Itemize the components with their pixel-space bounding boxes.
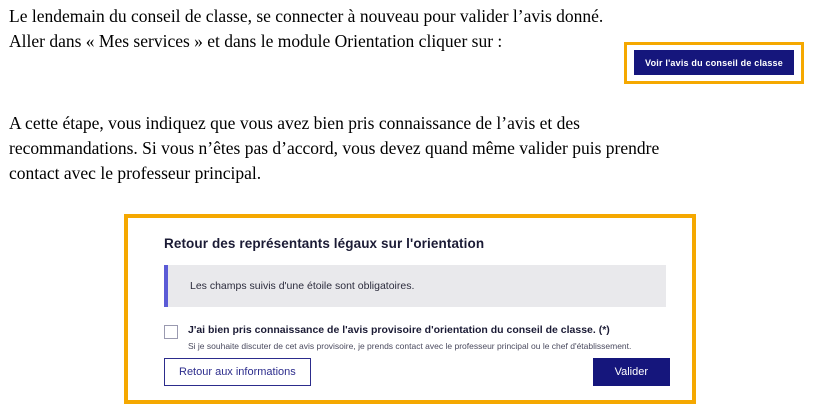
acknowledgement-checkbox-row[interactable] <box>164 324 670 352</box>
acknowledgement-checkbox[interactable] <box>164 325 178 339</box>
valider-button[interactable]: Valider <box>593 358 670 386</box>
paragraph-2-line-3: contact avec le professeur principal. <box>9 163 262 183</box>
acknowledgement-texts <box>188 324 631 352</box>
acknowledgement-hint: Si je souhaite discuter de cet avis provisoire, je prends contact avec le professeur principal ou le chef d'établissement. <box>188 341 632 351</box>
card-actions <box>164 358 670 386</box>
paragraph-1-line-2: Aller dans « Mes services » et dans le module Orientation cliquer sur : <box>9 31 503 51</box>
voir-avis-conseil-button[interactable]: Voir l'avis du conseil de classe <box>634 50 794 75</box>
paragraph-instructions-middle <box>9 111 809 186</box>
card-title: Retour des représentants légaux sur l'orientation <box>164 236 485 251</box>
highlight-box-form-screenshot <box>124 214 696 404</box>
orientation-form-card <box>128 218 692 400</box>
required-fields-notice <box>164 265 666 307</box>
retour-aux-informations-button[interactable]: Retour aux informations <box>164 358 311 386</box>
paragraph-2-line-2: recommandations. Si vous n’êtes pas d’accord, vous devez quand même valider puis prendre <box>9 138 660 158</box>
required-fields-notice-text: Les champs suivis d'une étoile sont obligatoires. <box>190 280 415 292</box>
paragraph-2-line-1: A cette étape, vous indiquez que vous avez bien pris connaissance de l’avis et des <box>9 113 580 133</box>
acknowledgement-label: J'ai bien pris connaissance de l'avis provisoire d'orientation du conseil de classe. (*) <box>188 324 610 336</box>
paragraph-1-line-1: Le lendemain du conseil de classe, se connecter à nouveau pour valider l’avis donné. <box>9 6 604 26</box>
